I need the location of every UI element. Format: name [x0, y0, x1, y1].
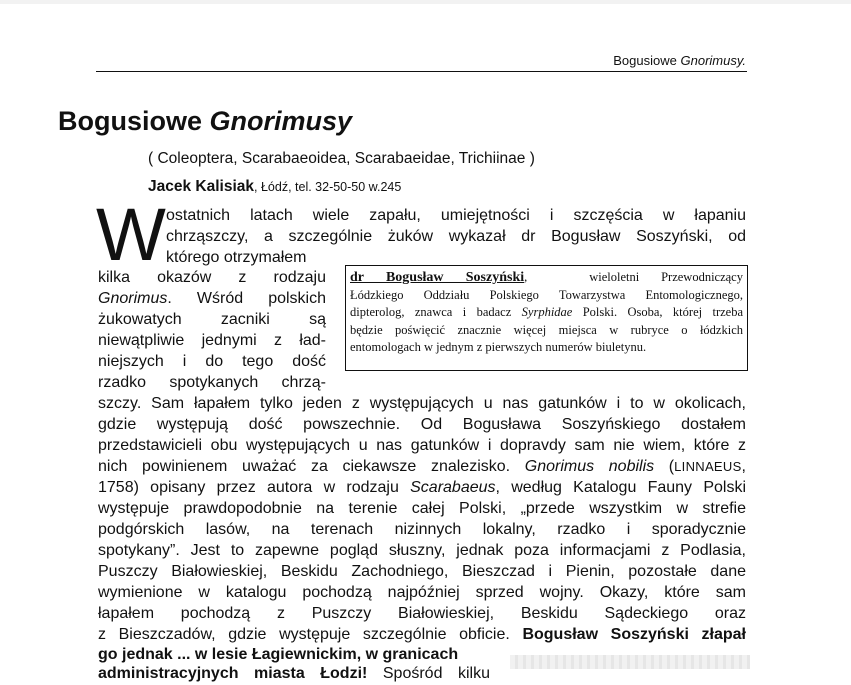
author-linnaeus: LINNAEUS [674, 459, 742, 474]
body-line-22-bold: go jednak ... w lesie Łagiewnickim, w granicach [98, 646, 459, 663]
body-line-20: łapałem pochodzą z Puszczy Białowieskiej, Beskidu Sądeckiego oraz [98, 605, 746, 622]
running-title-plain: Bogusiowe [613, 53, 677, 68]
article-title [58, 104, 658, 138]
sidebar-line-5: entomologach w jednym z pierwszych numerów biuletynu. [350, 340, 647, 355]
running-title-italic: Gnorimusy. [680, 53, 746, 68]
body-line-10: szczy. Sam łapałem tylko jeden z występujących u nas gatunków i to w okolicach, [98, 395, 746, 412]
species-gnorimus-nobilis: Gnorimus nobilis [524, 458, 655, 475]
taxonomy-line: ( Coleoptera, Scarabaeoidea, Scarabaeidae, Trichiinae ) [148, 150, 535, 167]
scan-bleed-area [510, 655, 750, 669]
sidebar-comma: , [524, 270, 528, 284]
body-line-14c: , według Katalogu Fauny Polski [495, 479, 746, 496]
body-line-2: chrząszczy, a szczególnie żuków wykazał dr Bogusław Soszyński, od [166, 228, 746, 245]
body-line-15: występuje prawdopodobnie na terenie całej Polski, „przede wszystkim w strefie [98, 500, 746, 517]
drop-cap: W [96, 193, 164, 276]
author-name: Jacek Kalisiak [148, 178, 255, 195]
body-line-16: podgórskich lasów, na terenach nizinnych lokalny, rzadko i sporadycznie [98, 521, 746, 538]
body-line-5 [98, 289, 326, 310]
genus-gnorimus: Gnorimus [98, 290, 168, 307]
body-line-9: rzadko spotykanych chrzą- [98, 374, 326, 391]
body-line-1: ostatnich latach wiele zapału, umiejętności i szczęścia w łapaniu [166, 207, 746, 224]
body-line-18: Puszczy Białowieskiej, Beskidu Zachodniego, Bieszczad i Pienin, pozostałe dane [98, 563, 746, 580]
body-line-22 [98, 645, 518, 666]
body-line-5-text: . Wśród polskich [167, 290, 326, 307]
sidebar-line-3c: Polski. Osoba, której trzeba [572, 305, 743, 320]
body-line-11: gdzie występują dość powszechnie. Od Bogusława Soszyńskiego dostałem [98, 416, 746, 433]
sidebar-line-3a: dipterolog, znawca i badacz [350, 305, 522, 320]
body-line-23-bold: administracyjnych miasta Łodzi! [98, 665, 368, 682]
sidebar-line-1 [350, 269, 743, 287]
body-line-21-bold: Bogusław Soszyński złapał [522, 626, 747, 643]
author-contact: , Łódź, tel. 32-50-50 w.245 [254, 180, 402, 194]
body-line-13 [98, 457, 746, 478]
sidebar-note-box [345, 265, 748, 371]
body-line-12: przedstawicieli obu występujących u nas gatunków i dopravdy sam nie wiem, które z [98, 437, 746, 454]
article-title-italic: Gnorimusy [209, 106, 353, 136]
body-line-19: wymienione w katalogu pochodzą najpóźniej sprzed wojny. Okazy, które sam [98, 584, 746, 601]
body-line-17: spotykany”. Jest to zapewne pogląd słuszny, jednak poza informacjami z Podlasia, [98, 542, 746, 559]
body-line-13e: , [741, 458, 746, 475]
body-line-14 [98, 478, 746, 499]
sidebar-line-3 [350, 304, 743, 322]
body-line-13a: nich powinienem uważać za ciekawsze znalezisko. [98, 458, 525, 475]
body-line-4: kilka okazów z rodzaju [98, 269, 326, 286]
body-line-3: którego otrzymałem [166, 249, 307, 266]
body-line-13c: ( [654, 458, 675, 475]
genus-scarabaeus: Scarabaeus [410, 479, 496, 496]
body-line-7: niewątpliwie jednymi z ład- [98, 332, 326, 349]
running-header [420, 53, 746, 69]
sidebar-name: dr Bogusław Soszyński [350, 270, 525, 285]
body-line-6: żukowatych zacniki są [98, 311, 326, 328]
body-line-21 [98, 625, 746, 646]
body-line-23 [98, 664, 490, 685]
sidebar-role: wieloletni Przewodniczący [589, 270, 743, 284]
header-rule [96, 71, 747, 72]
article-title-plain: Bogusiowe [58, 106, 203, 136]
sidebar-line-4: będzie poświęcić znacznie więcej miejsca w rubryce o łódzkich [350, 322, 743, 337]
body-line-14a: 1758) opisany przez autora w rodzaju [98, 479, 411, 496]
sidebar-line-2: Łódzkiego Oddziału Polskiego Towarzystwa Entomologicznego, [350, 287, 743, 302]
body-line-21a: z Bieszczadów, gdzie występuje szczególnie obficie. [98, 626, 523, 643]
sidebar-syrphidae: Syrphidae [521, 305, 573, 320]
scan-top-edge [0, 0, 851, 4]
body-line-8: niejszych i do tego dość [98, 353, 326, 370]
body-line-23-text: Spośród kilku [367, 665, 490, 682]
author-line [148, 178, 708, 196]
